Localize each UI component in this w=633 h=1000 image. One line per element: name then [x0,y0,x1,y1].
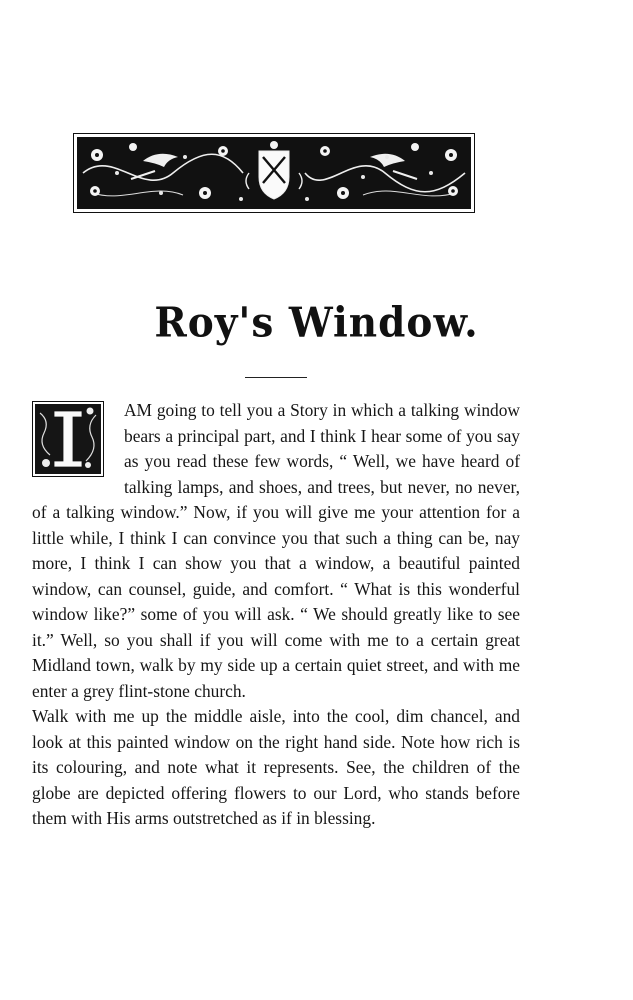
paragraph-2-text: Walk with me up the middle aisle, into the cool, dim chancel, and look at this painted window on the right hand side. Note how rich is its colouring, and note what it represents. See, the children of the globe are depicted offering flowers to our Lord, who stands before them with His arms outstretched as if in blessing. [32,706,520,828]
decorated-initial [32,401,104,477]
illuminated-letter-icon [32,401,104,477]
story-body [32,398,520,832]
chapter-title: Roy's Window. [154,298,479,348]
paragraph-2 [32,704,520,832]
floral-ornament-icon [73,133,475,213]
paragraph-1 [32,398,520,704]
ornamental-headpiece [73,133,475,213]
paragraph-1-text: AM going to tell you a Story in which a talking window bears a principal part, and I think I hear some of you say as you read these few words, “ Well, we have heard of talking lamps, and shoes, and trees, but never, no never, of a talking window.” Now, if you will give me your attention for a little while, I think I can convince you that such a thing can be, nay more, I think I can show you that a window, a beautiful painted window, can counsel, guide, and comfort. “ What is this wonderful window like?” some of you will ask. “ We should greatly like to see it.” Well, so you shall if you will come with me to a certain great Midland town, walk by my side up a certain quiet street, and with me enter a grey flint-stone church. [32,400,520,701]
title-divider [245,377,307,378]
